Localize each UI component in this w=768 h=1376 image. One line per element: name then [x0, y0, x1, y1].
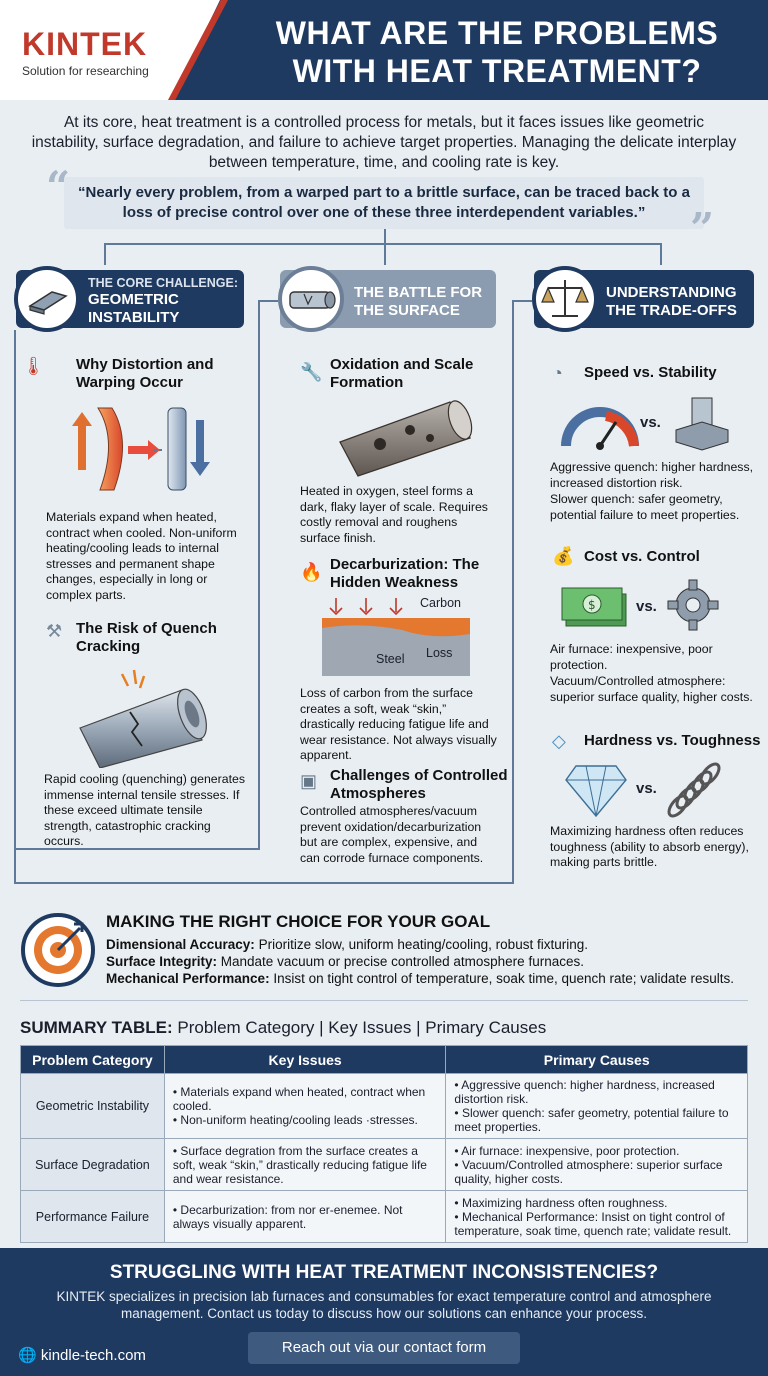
- table-cell-category: Surface Degradation: [21, 1139, 165, 1191]
- table-cell-issues: [164, 1139, 446, 1191]
- col2-s3-title: Challenges of Controlled Atmospheres: [330, 767, 508, 802]
- col1-icon-circle: [14, 266, 80, 332]
- website-text: kindle-tech.com: [40, 1347, 146, 1364]
- table-heading-bold: SUMMARY TABLE:: [20, 1018, 173, 1037]
- brand-tagline: Solution for researching: [22, 64, 149, 78]
- goal-label: Mechanical Performance:: [106, 971, 270, 986]
- goal-label: Dimensional Accuracy:: [106, 937, 255, 952]
- connector-line: [384, 229, 386, 243]
- table-row: [21, 1191, 748, 1243]
- svg-text:$: $: [588, 598, 596, 612]
- table-cell-category: Performance Failure: [21, 1191, 165, 1243]
- col1-s2-body: Rapid cooling (quenching) generates immense internal tensile stresses. If these exceed ultimate tensile strength, catastrophic cracking occurs.: [44, 772, 245, 848]
- goal-text: Prioritize slow, uniform heating/cooling, robust fixturing.: [254, 937, 588, 952]
- divider: [20, 1000, 748, 1001]
- goal-title: MAKING THE RIGHT CHOICE FOR YOUR GOAL: [106, 912, 491, 931]
- contact-form-button[interactable]: Reach out via our contact form: [248, 1332, 520, 1364]
- steel-label: Steel: [376, 652, 405, 666]
- col3-s1-body-a: Aggressive quench: higher hardness, increased distortion risk.: [550, 460, 754, 490]
- col3-s2-title: Cost vs. Control: [584, 548, 700, 565]
- page-title: [232, 14, 762, 90]
- col3-s3-body: Maximizing hardness often reduces toughness (ability to absorb energy), making parts brittle.: [550, 824, 749, 869]
- col2-s1-title: Oxidation and Scale Formation: [330, 356, 474, 391]
- list-item: • Air furnace: inexpensive, poor protection.: [454, 1144, 739, 1158]
- table-cell-issues: [164, 1074, 446, 1139]
- goal-text: Insist on tight control of temperature, soak time, quench rate; validate results.: [269, 971, 735, 986]
- key-quote: “Nearly every problem, from a warped part to a brittle surface, can be traced back to a loss of precise control over one of these three interdependent variables.”: [78, 184, 690, 221]
- list-item: • Slower quench: safer geometry, potential failure to meet properties.: [454, 1106, 739, 1134]
- col1-title-b: GEOMETRIC: [88, 291, 179, 308]
- gear-icon: [666, 578, 720, 632]
- vs-label: vs.: [636, 598, 657, 615]
- col2-title-a: THE BATTLE FOR: [354, 284, 483, 301]
- goal-text: Mandate vacuum or precise controlled atmosphere furnaces.: [217, 954, 584, 969]
- col3-s2-body-b: Vacuum/Controlled atmosphere: superior surface quality, higher costs.: [550, 674, 753, 704]
- close-quote-icon: ”: [690, 204, 715, 253]
- goal-line-3: [106, 970, 766, 987]
- connector-line: [14, 330, 16, 882]
- goal-line-1: [106, 936, 766, 953]
- col3-s1-title: Speed vs. Stability: [584, 364, 717, 381]
- col2-title-b: THE SURFACE: [354, 302, 460, 319]
- distortion-illustration: [70, 400, 220, 496]
- goal-line-2: [106, 953, 766, 970]
- cta-body: KINTEK specializes in precision lab furnaces and consumables for exact temperature control and atmosphere management. Contact us today to discuss how our solutions can enhance your process.: [56, 1289, 712, 1321]
- target-icon: [20, 912, 96, 988]
- col1-s2-title: The Risk of Quench Cracking: [76, 620, 217, 655]
- col1-s1-body: Materials expand when heated, contract when cooled. Non-uniform heating/cooling leads to internal stresses and permanent shape changes, especially in long or complex parts.: [46, 510, 237, 602]
- vs-label: vs.: [640, 414, 661, 431]
- wrench-icon: 🔧: [300, 362, 323, 382]
- cracked-pipe-illustration: [66, 668, 226, 768]
- col2-header: [280, 270, 496, 328]
- carbon-label: Carbon: [420, 596, 461, 610]
- col3-title-b: THE TRADE-OFFS: [606, 302, 737, 319]
- table-row: [21, 1074, 748, 1139]
- col2-s2-title: Decarburization: The Hidden Weakness: [330, 556, 480, 591]
- money-hand-icon: 💰: [552, 546, 575, 566]
- intro-text: At its core, heat treatment is a controlled process for metals, but it faces issues like geometric instability, surface degradation, and failure to achieve target properties. Managing the delicate interplay between temperature, time, and cooling rate is key.: [31, 114, 737, 171]
- list-item: • Maximizing hardness often roughness.: [454, 1196, 739, 1210]
- col3-header: [534, 270, 754, 328]
- connector-line: [258, 300, 278, 302]
- balance-scale-icon: [536, 270, 594, 328]
- scaled-bar-illustration: [330, 394, 480, 478]
- list-item: • Materials expand when heated, contract when cooled.: [173, 1085, 438, 1113]
- col3-icon-circle: [532, 266, 598, 332]
- pipe-icon: [282, 270, 340, 328]
- table-row: [21, 1139, 748, 1191]
- col2-s2-body: Loss of carbon from the surface creates a soft, weak “skin,” drastically reducing fatigue life and wear resistance. Not always visually apparent.: [300, 686, 497, 762]
- bent-plate-icon: [18, 270, 76, 328]
- col2-icon-circle: [278, 266, 344, 332]
- list-item: • Non-uniform heating/cooling leads ·stresses.: [173, 1113, 438, 1127]
- loss-label: Loss: [426, 646, 453, 660]
- header-banner: [0, 0, 768, 100]
- connector-line: [660, 243, 662, 265]
- gauge-icon: ◔: [552, 363, 563, 383]
- connector-line: [258, 300, 260, 848]
- list-item: • Surface degration from the surface creates a soft, weak “skin,” drastically reducing fatigue life and wear resistance.: [173, 1144, 438, 1186]
- table-cell-causes: [446, 1074, 748, 1139]
- open-quote-icon: “: [46, 162, 71, 211]
- speedometer-illustration: [560, 394, 640, 454]
- brand-logo[interactable]: KINTEK: [22, 26, 148, 62]
- table-cell-causes: [446, 1191, 748, 1243]
- thermometer-icon: 🌡: [22, 356, 45, 376]
- table-header-cell: Key Issues: [164, 1046, 446, 1074]
- steel-block-illustration: [672, 394, 732, 454]
- col3-s2-body-a: Air furnace: inexpensive, poor protection.: [550, 642, 713, 672]
- col3-s3-title: Hardness vs. Toughness: [584, 732, 761, 749]
- list-item: • Decarburization: from nor er-enemee. Not always visually apparent.: [173, 1203, 438, 1231]
- connector-line: [14, 882, 514, 884]
- connector-line: [512, 300, 532, 302]
- col1-title-a: THE CORE CHALLENGE:: [88, 276, 238, 290]
- diamond-illustration: [564, 762, 628, 818]
- table-header-cell: Primary Causes: [446, 1046, 748, 1074]
- col1-title-c: INSTABILITY: [88, 309, 180, 326]
- cta-title: STRUGGLING WITH HEAT TREATMENT INCONSISTENCIES?: [109, 1262, 659, 1283]
- connector-line: [512, 300, 514, 882]
- furnace-icon: ▣: [300, 771, 318, 791]
- col3-title-a: UNDERSTANDING: [606, 284, 737, 301]
- list-item: • Vacuum/Controlled atmosphere: superior surface quality, higher costs.: [454, 1158, 739, 1186]
- list-item: • Aggressive quench: higher hardness, increased distortion risk.: [454, 1078, 739, 1106]
- globe-icon: 🌐: [18, 1347, 37, 1364]
- hammer-icon: ⚒: [46, 621, 63, 641]
- vs-label: vs.: [636, 780, 657, 797]
- table-cell-category: Geometric Instability: [21, 1074, 165, 1139]
- flame-icon: 🔥: [300, 562, 323, 582]
- connector-line: [104, 243, 662, 245]
- table-header-row: [21, 1046, 748, 1074]
- title-line-1: WHAT ARE THE PROBLEMS: [275, 15, 719, 51]
- summary-table: [20, 1045, 748, 1243]
- spring-illustration: [664, 760, 724, 820]
- table-cell-causes: [446, 1139, 748, 1191]
- connector-line: [384, 243, 386, 265]
- table-cell-issues: [164, 1191, 446, 1243]
- website-link[interactable]: [18, 1346, 146, 1364]
- col3-s1-body-b: Slower quench: safer geometry, potential failure to meet properties.: [550, 492, 740, 522]
- table-heading-rest: Problem Category | Key Issues | Primary Causes: [172, 1018, 547, 1037]
- cash-illustration: [560, 580, 630, 630]
- connector-line: [104, 243, 106, 265]
- goal-label: Surface Integrity:: [106, 954, 218, 969]
- table-header-cell: Problem Category: [21, 1046, 165, 1074]
- diamond-icon: ◇: [552, 731, 566, 751]
- col2-s1-body: Heated in oxygen, steel forms a dark, flaky layer of scale. Requires costly removal and roughens surface finish.: [300, 484, 488, 545]
- table-heading: [20, 1018, 546, 1038]
- list-item: • Mechanical Performance: Insist on tight control of temperature, soak time, quench rate; validate result.: [454, 1210, 739, 1238]
- col1-header: [16, 270, 244, 328]
- col1-s1-title: Why Distortion and Warping Occur: [76, 356, 214, 391]
- col2-s3-body: Controlled atmospheres/vacuum prevent oxidation/decarburization but are complex, expensive, and can corrode furnace components.: [300, 804, 484, 865]
- title-line-2: WITH HEAT TREATMENT?: [292, 53, 702, 89]
